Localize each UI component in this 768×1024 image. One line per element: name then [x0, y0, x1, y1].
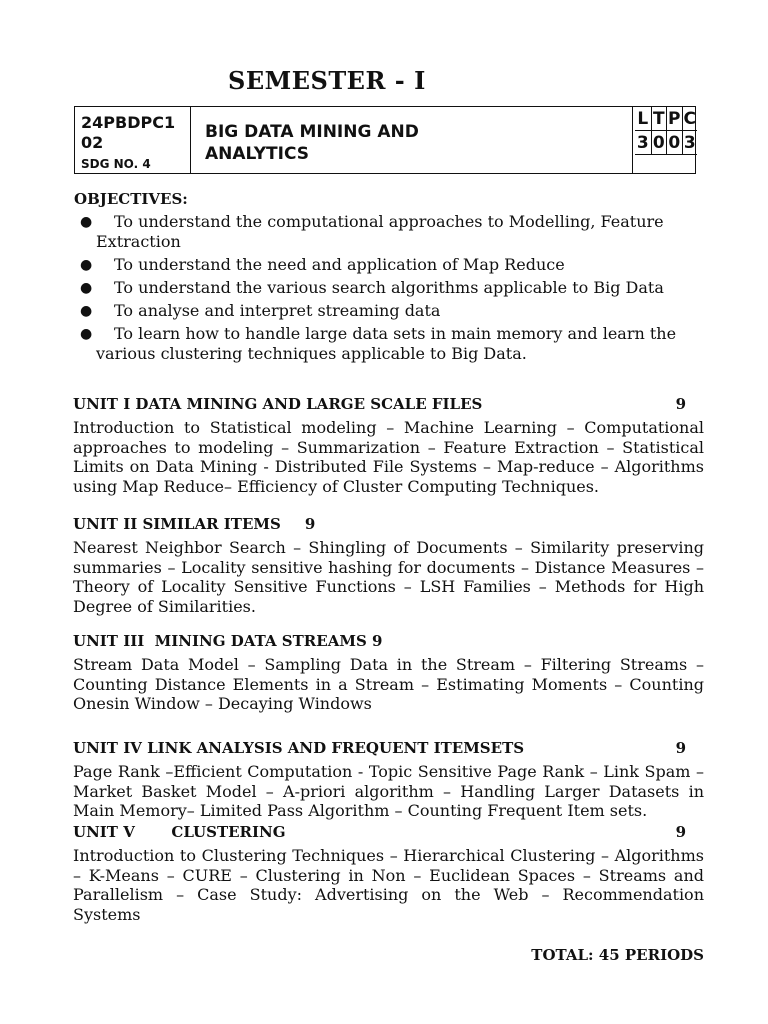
unit-hours: 9: [675, 395, 686, 413]
unit-4: [73, 738, 704, 821]
ltpc-grid: [635, 107, 697, 155]
sdg-number: SDG NO. 4: [81, 157, 151, 171]
unit-hours: 9: [675, 823, 686, 841]
bullet-icon: ●: [80, 214, 93, 230]
ltpc-value-l: 3: [635, 131, 651, 155]
total-periods: TOTAL: 45 PERIODS: [531, 946, 704, 964]
unit-2: [73, 514, 704, 616]
objectives-list: [74, 212, 694, 367]
bullet-icon: ●: [80, 257, 93, 273]
unit-hours: 9: [675, 739, 686, 757]
unit-content: Page Rank –Efficient Computation - Topic Sensitive Page Rank – Link Spam – Market Basket Model – A-priori algorithm – Handling Larger Datasets in Main Memory– Limited Pass Algorithm – Counting Frequent Item sets.: [73, 762, 704, 820]
objectives-heading: OBJECTIVES:: [74, 190, 188, 208]
unit-title: UNIT IV LINK ANALYSIS AND FREQUENT ITEMSETS 9: [73, 739, 686, 757]
objective-item: ● To understand the various search algorithms applicable to Big Data: [80, 278, 664, 297]
unit-content: Stream Data Model – Sampling Data in the Stream – Filtering Streams – Counting Distance Elements in a Stream – Estimating Moments – Counting Onesin Window – Decaying Windows: [73, 655, 704, 713]
unit-content: Nearest Neighbor Search – Shingling of Documents – Similarity preserving summaries – Locality sensitive hashing for documents – Distance Measures – Theory of Locality Sensitive Functions – LSH Families – Methods for High Degree of Similarities.: [73, 538, 704, 616]
unit-1: [73, 394, 704, 496]
course-title: BIG DATA MINING AND ANALYTICS: [191, 107, 633, 173]
ltpc-value-t: 0: [651, 131, 667, 155]
bullet-icon: ●: [80, 326, 93, 342]
unit-title: UNIT III MINING DATA STREAMS 9: [73, 632, 383, 650]
semester-title: SEMESTER - I: [228, 66, 426, 95]
course-header-table: [74, 106, 696, 174]
unit-title: UNIT I DATA MINING AND LARGE SCALE FILES 9: [73, 395, 686, 413]
bullet-icon: ●: [80, 303, 93, 319]
ltpc-header-t: T: [651, 107, 667, 131]
unit-3: [73, 631, 704, 714]
unit-hours: 9: [304, 515, 316, 533]
ltpc-header-c: C: [682, 107, 698, 131]
objective-item: ● To analyse and interpret streaming data: [80, 301, 441, 320]
unit-content: Introduction to Statistical modeling – Machine Learning – Computational approaches to modeling – Summarization – Feature Extraction – Statistical Limits on Data Mining - Distributed File Systems – Map-reduce – Algorithms using Map Reduce– Efficiency of Cluster Computing Techniques.: [73, 418, 704, 496]
bullet-icon: ●: [80, 280, 93, 296]
ltpc-value-p: 0: [666, 131, 682, 155]
unit-5: [73, 822, 704, 924]
unit-hours: 9: [372, 632, 383, 650]
objective-item: ● To learn how to handle large data sets in main memory and learn the various clustering techniques applicable to Big Data.: [80, 324, 677, 363]
unit-content: Introduction to Clustering Techniques – Hierarchical Clustering – Algorithms – K-Means – CURE – Clustering in Non – Euclidean Spaces – Streams and Parallelism – Case Study: Advertising on the Web – Recommendation Systems: [73, 846, 704, 924]
unit-title: UNIT II SIMILAR ITEMS 9: [73, 515, 316, 533]
course-code-cell: [75, 107, 191, 173]
ltpc-header-p: P: [666, 107, 682, 131]
ltpc-header-l: L: [635, 107, 651, 131]
unit-title: UNIT V CLUSTERING 9: [73, 823, 686, 841]
objective-item: ● To understand the computational approaches to Modelling, Feature Extraction: [80, 212, 664, 251]
course-code-line1: 24PBDPC1: [81, 113, 176, 132]
course-code-line2: 02: [81, 133, 104, 152]
ltpc-value-c: 3: [682, 131, 698, 155]
objective-item: ● To understand the need and application of Map Reduce: [80, 255, 565, 274]
